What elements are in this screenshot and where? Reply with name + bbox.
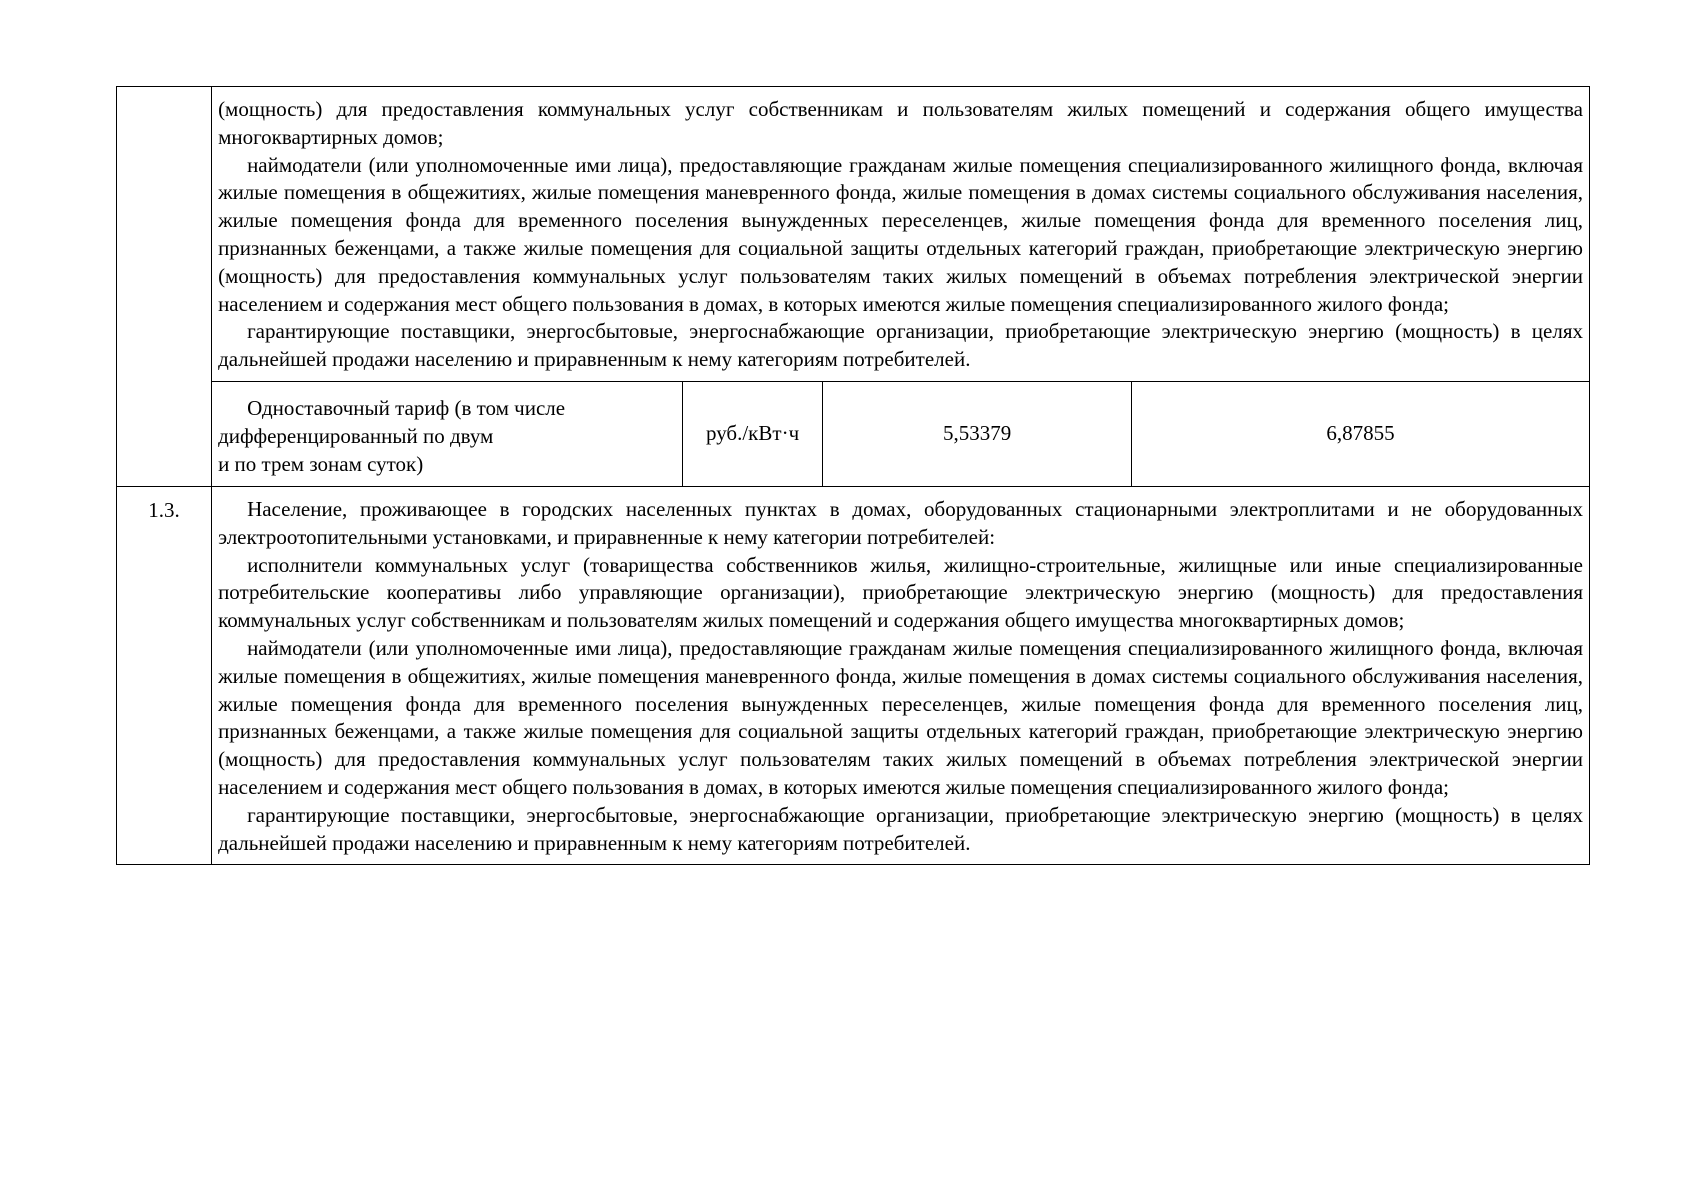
paragraph: Население, проживающее в городских населенных пунктах в домах, оборудованных стационарными электроплитами и не оборудованных электроотопительными установками, и приравненные к нему категории потребителей: <box>218 496 1583 549</box>
row-number-cell: 1.3. <box>117 486 212 864</box>
tariff-unit-cell: руб./кВт·ч <box>682 382 822 486</box>
tariff-table <box>116 86 1590 865</box>
tariff-name-cell <box>212 382 682 486</box>
paragraph: исполнители коммунальных услуг (товарищества собственников жилья, жилищно-строительные, жилищные или иные специализированные потребительские кооперативы либо управляющие организации), приобретающие электрическую энергию (мощность) для предоставления коммунальных услуг собственникам и пользователям жилых помещений и содержания общего имущества многоквартирных домов; <box>218 552 1583 633</box>
row-body-cell <box>212 486 1590 864</box>
consumer-category-text <box>212 87 1589 381</box>
table-row <box>117 87 1590 487</box>
row-body-cell <box>212 87 1590 487</box>
table-row <box>117 486 1590 864</box>
paragraph: наймодатели (или уполномоченные ими лица), предоставляющие гражданам жилые помещения специализированного жилищного фонда, включая жилые помещения в общежитиях, жилые помещения маневренного фонда, жилые помещения в домах системы социального обслуживания населения, жилые помещения фонда для временного поселения вынужденных переселенцев, жилые помещения фонда для временного поселения лиц, признанных беженцами, а также жилые помещения для социальной защиты отдельных категорий граждан, приобретающие электрическую энергию (мощность) для предоставления коммунальных услуг пользователям таких жилых помещений в объемах потребления электрической энергии населением и содержания мест общего пользования в домах, в которых имеются жилые помещения специализированного жилого фонда; <box>218 152 1583 316</box>
tariff-name-line: дифференцированный по двум <box>218 423 494 448</box>
paragraph: гарантирующие поставщики, энергосбытовые, энергоснабжающие организации, приобретающие электрическую энергию (мощность) в целях дальнейшей продажи населению и приравненным к нему категориям потребителей. <box>218 802 1583 855</box>
paragraph: гарантирующие поставщики, энергосбытовые, энергоснабжающие организации, приобретающие электрическую энергию (мощность) в целях дальнейшей продажи населению и приравненным к нему категориям потребителей. <box>218 319 1583 372</box>
tariff-value-first-half: 5,53379 <box>822 382 1131 486</box>
row-number-cell <box>117 87 212 487</box>
tariff-row <box>212 381 1589 486</box>
consumer-category-text <box>212 487 1589 864</box>
paragraph: наймодатели (или уполномоченные ими лица), предоставляющие гражданам жилые помещения специализированного жилищного фонда, включая жилые помещения в общежитиях, жилые помещения маневренного фонда, жилые помещения в домах системы социального обслуживания населения, жилые помещения фонда для временного поселения вынужденных переселенцев, жилые помещения фонда для временного поселения лиц, признанных беженцами, а также жилые помещения для социальной защиты отдельных категорий граждан, приобретающие электрическую энергию (мощность) для предоставления коммунальных услуг пользователям таких жилых помещений в объемах потребления электрической энергии населением и содержания мест общего пользования в домах, в которых имеются жилые помещения специализированного жилого фонда; <box>218 635 1583 799</box>
tariff-value-second-half: 6,87855 <box>1131 382 1589 486</box>
paragraph: (мощность) для предоставления коммунальных услуг собственникам и пользователям жилых помещений и содержания общего имущества многоквартирных домов; <box>218 97 1583 149</box>
tariff-name-line: и по трем зонам суток) <box>218 451 424 476</box>
tariff-name-line: Одноставочный тариф (в том числе <box>247 395 566 420</box>
